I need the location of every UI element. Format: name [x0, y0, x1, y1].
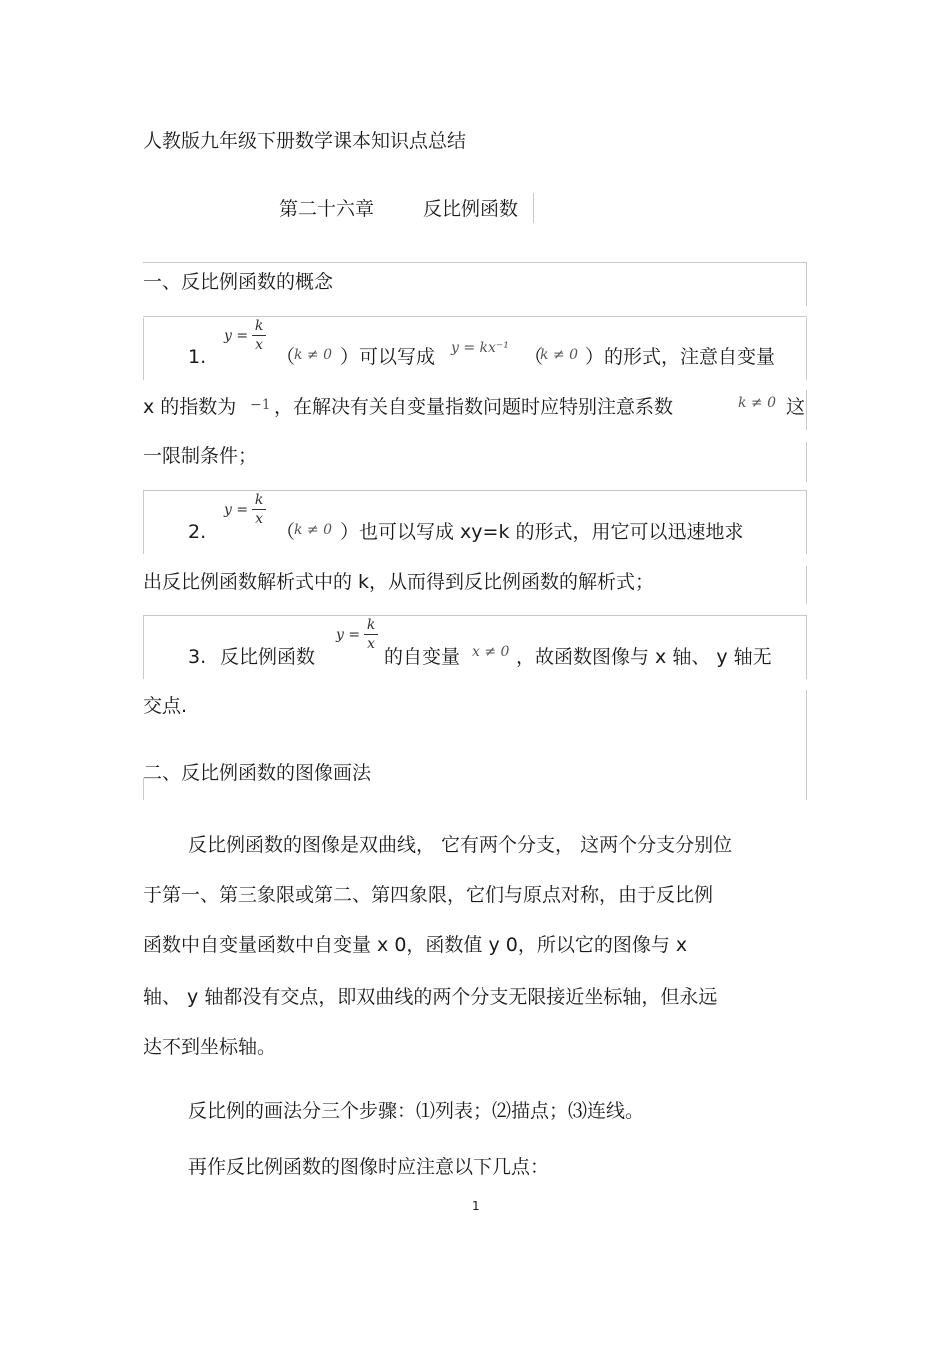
paren-open: （	[524, 346, 544, 368]
paragraph-line: 轴、 y 轴都没有交点，即双曲线的两个分支无限接近坐标轴，但永远	[143, 986, 718, 1008]
paragraph-line: 于第一、第三象限或第二、第四象限，它们与原点对称，由于反比例	[143, 884, 714, 906]
formula-y-equals-k-over-x	[224, 492, 266, 527]
formula-numerator: k	[254, 492, 264, 508]
item1-line3: 一限制条件；	[143, 445, 258, 467]
paragraph-line: 达不到坐标轴。	[143, 1036, 277, 1058]
formula-numerator: k	[254, 318, 264, 334]
item1-line2-a: x 的指数为	[143, 396, 237, 418]
page-number: 1	[472, 1199, 480, 1213]
chapter-number: 第二十六章	[279, 198, 375, 220]
rule-line	[143, 490, 807, 491]
formula-y: y =	[224, 501, 249, 518]
item3-text-a: 反比例函数	[220, 646, 316, 668]
item1-text-b: ）的形式，注意自变量	[585, 346, 776, 368]
item3-line2: 交点.	[143, 695, 188, 717]
rule-line	[143, 318, 144, 380]
paren-open: （	[276, 521, 296, 543]
condition-k-nonzero: k ≠ 0	[294, 347, 333, 363]
rule-line	[806, 690, 807, 800]
rule-line	[143, 262, 807, 263]
drawing-steps: 反比例的画法分三个步骤：⑴列表；⑵描点；⑶连线。	[188, 1100, 645, 1122]
chapter-name: 反比例函数	[423, 198, 519, 220]
rule-line	[806, 442, 807, 482]
condition-k-nonzero: k ≠ 0	[738, 395, 777, 411]
paren-open: （	[276, 346, 296, 368]
formula-denominator: x	[367, 636, 376, 652]
formula-y-equals-k-over-x	[336, 617, 378, 652]
rule-line	[806, 390, 807, 430]
rule-line	[806, 566, 807, 604]
rule-line	[143, 615, 807, 616]
notes-intro: 再作反比例函数的图像时应注意以下几点：	[188, 1156, 550, 1178]
rule-line	[806, 490, 807, 554]
item-number: 3.	[188, 646, 207, 668]
rule-line	[143, 316, 807, 317]
document-title: 人教版九年级下册数学课本知识点总结	[143, 130, 467, 152]
formula-y: y =	[336, 626, 361, 643]
formula-y: y =	[224, 327, 249, 344]
rule-line	[143, 490, 144, 554]
item1-line2-b: ，在解决有关自变量指数问题时应特别注意系数	[274, 396, 674, 418]
condition-k-nonzero: k ≠ 0	[540, 347, 579, 363]
rule-line	[806, 262, 807, 306]
exponent-neg-one: −1	[250, 397, 271, 413]
item2-line2: 出反比例函数解析式中的 k，从而得到反比例函数的解析式；	[143, 571, 655, 593]
formula-numerator: k	[366, 617, 376, 633]
rule-line	[143, 615, 144, 679]
item-number: 1.	[188, 346, 207, 368]
item3-text-b: 的自变量	[384, 646, 461, 668]
formula-denominator: x	[255, 511, 264, 527]
item1-line2-c: 这	[786, 396, 806, 418]
formula-y-equals-k-over-x	[224, 318, 266, 353]
formula-y-equals-kx-inverse: y = kx⁻¹	[451, 340, 509, 356]
item-number: 2.	[188, 521, 207, 543]
rule-line	[806, 615, 807, 679]
rule-line	[806, 318, 807, 380]
item1-text-a: ）可以写成	[340, 346, 436, 368]
paragraph-line: 函数中自变量函数中自变量 x 0，函数值 y 0，所以它的图像与 x	[143, 934, 688, 956]
rule-line	[533, 193, 534, 223]
section-heading: 一、反比例函数的概念	[143, 271, 334, 293]
item3-text-c: ，故函数图像与 x 轴、 y 轴无	[516, 646, 772, 668]
formula-denominator: x	[255, 337, 264, 353]
condition-k-nonzero: k ≠ 0	[294, 522, 333, 538]
section-heading: 二、反比例函数的图像画法	[143, 762, 372, 784]
item2-text: ）也可以写成 xy=k 的形式，用它可以迅速地求	[340, 521, 744, 543]
paragraph-line: 反比例函数的图像是双曲线， 它有两个分支， 这两个分支分别位	[188, 834, 733, 856]
condition-x-nonzero: x ≠ 0	[472, 644, 510, 660]
